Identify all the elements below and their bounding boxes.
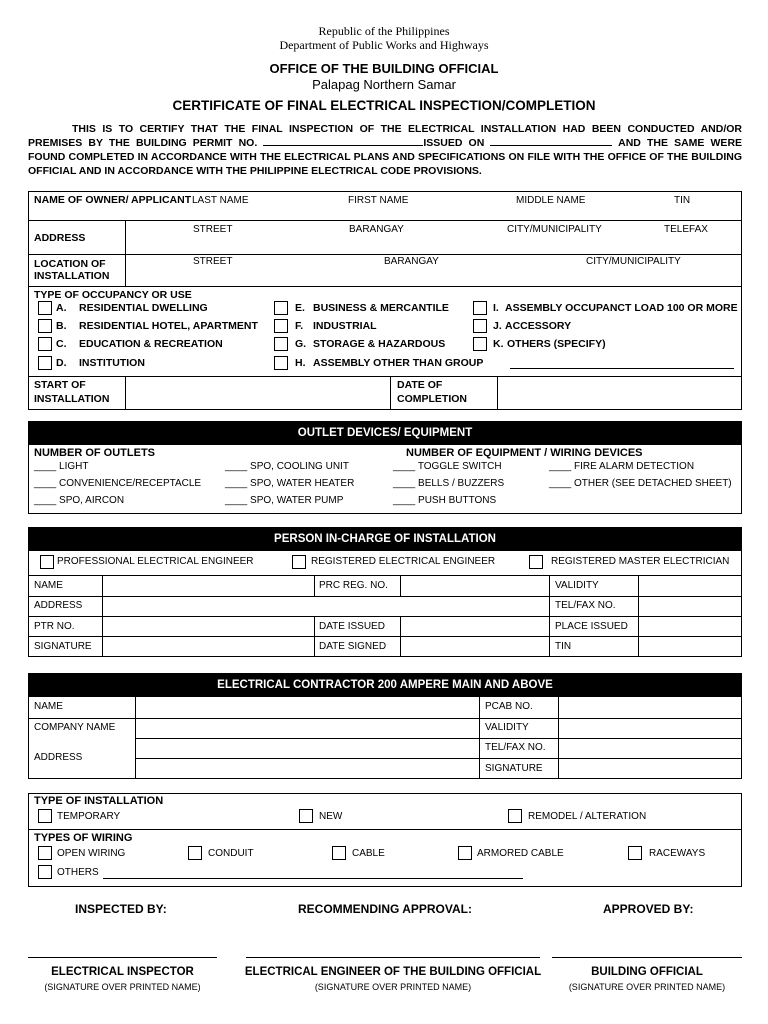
engineer-title: ELECTRICAL ENGINEER OF THE BUILDING OFFICIAL	[244, 966, 542, 978]
wiring-type-label: TYPES OF WIRING	[34, 832, 133, 844]
certification-paragraph	[28, 122, 742, 178]
outlet-fire-alarm: FIRE ALARM DETECTION	[574, 461, 695, 472]
start-installation-label: START OF INSTALLATION	[34, 379, 110, 405]
person-address-label: ADDRESS	[34, 600, 83, 611]
pcab-label: PCAB NO.	[485, 701, 533, 712]
occupancy-e-code: E.	[295, 302, 305, 314]
office-title: OFFICE OF THE BUILDING OFFICIAL	[269, 61, 499, 76]
person-signature-label: SIGNATURE	[34, 641, 92, 652]
cert-line-2c: AND THE SAME WERE	[618, 137, 743, 149]
contractor-validity-label: VALIDITY	[485, 722, 529, 733]
address-label: ADDRESS	[34, 232, 86, 244]
occupancy-f-checkbox[interactable]	[274, 319, 288, 333]
inspector-note: (SIGNATURE OVER PRINTED NAME)	[44, 982, 201, 992]
others-specify-line[interactable]	[510, 368, 734, 369]
others-wiring-label: OTHERS	[57, 867, 99, 878]
occupancy-i-code: I.	[493, 302, 499, 314]
outlet-light: LIGHT	[59, 461, 89, 472]
loc-street-label: STREET	[193, 256, 233, 267]
occupancy-a-checkbox[interactable]	[38, 301, 52, 315]
armored-cable-label: ARMORED CABLE	[477, 848, 564, 859]
last-name-label: LAST NAME	[192, 195, 249, 206]
contractor-address-label: ADDRESS	[34, 752, 83, 763]
department-line: Department of Public Works and Highways	[279, 38, 489, 52]
outlet-spo-cooling: SPO, COOLING UNIT	[250, 461, 349, 472]
outlet-item: ____ PUSH BUTTONS	[393, 495, 497, 506]
occupancy-c-code: C.	[56, 338, 67, 350]
occupancy-b-checkbox[interactable]	[38, 319, 52, 333]
installation-type-label: TYPE OF INSTALLATION	[34, 795, 164, 807]
occupancy-c-checkbox[interactable]	[38, 337, 52, 351]
cert-line-4: OFFICIAL AND IN ACCORDANCE WITH THE PHILIPPINE ELECTRICAL CODE PROVISIONS.	[28, 165, 482, 177]
occupancy-d-checkbox[interactable]	[38, 356, 52, 370]
telefax-label: TELEFAX	[664, 224, 708, 235]
occupancy-h-text: ASSEMBLY OTHER THAN GROUP	[313, 357, 484, 369]
occupancy-label: TYPE OF OCCUPANCY OR USE	[34, 289, 192, 301]
remodel-checkbox[interactable]	[508, 809, 522, 823]
official-title: BUILDING OFFICIAL	[591, 966, 703, 978]
permit-no-blank[interactable]	[263, 136, 423, 146]
outlet-item: ____ FIRE ALARM DETECTION	[549, 461, 695, 472]
outlet-item: ____ SPO, WATER PUMP	[225, 495, 344, 506]
master-electrician-checkbox[interactable]	[529, 555, 543, 569]
occupancy-h-checkbox[interactable]	[274, 356, 288, 370]
occupancy-k-code: K.	[493, 338, 504, 350]
loc-barangay-label: BARANGAY	[384, 256, 439, 267]
cert-line-1: THIS IS TO CERTIFY THAT THE FINAL INSPECTION OF THE ELECTRICAL INSTALLATION HAD BEEN CONDUCTED AND/OR	[72, 123, 742, 135]
installation-section	[28, 793, 742, 887]
remodel-label: REMODEL / ALTERATION	[528, 811, 647, 822]
occupancy-h-code: H.	[295, 357, 306, 369]
person-validity-label: VALIDITY	[555, 580, 599, 591]
occupancy-i-checkbox[interactable]	[473, 301, 487, 315]
master-electrician-label: REGISTERED MASTER ELECTRICIAN	[551, 556, 730, 567]
barangay-label: BARANGAY	[349, 224, 404, 235]
occupancy-b-text: RESIDENTIAL HOTEL, APARTMENT	[79, 320, 258, 332]
cert-line-2a: PREMISES BY THE BUILDING PERMIT NO.	[28, 137, 258, 149]
occupancy-b-code: B.	[56, 320, 67, 332]
professional-ee-label: PROFESSIONAL ELECTRICAL ENGINEER	[57, 556, 254, 567]
outlet-item: ____ OTHER (SEE DETACHED SHEET)	[549, 478, 732, 489]
contractor-signature-label: SIGNATURE	[485, 763, 543, 774]
others-wiring-line[interactable]	[103, 878, 523, 879]
outlet-push-buttons: PUSH BUTTONS	[418, 495, 497, 506]
outlet-item: ____ SPO, WATER HEATER	[225, 478, 355, 489]
prc-label: PRC REG. NO.	[319, 580, 388, 591]
outlet-item: ____ LIGHT	[34, 461, 89, 472]
certificate-title: CERTIFICATE OF FINAL ELECTRICAL INSPECTION/COMPLETION	[172, 98, 596, 113]
armored-cable-checkbox[interactable]	[458, 846, 472, 860]
occupancy-e-checkbox[interactable]	[274, 301, 288, 315]
person-tin-label: TIN	[555, 641, 572, 652]
office-location: Palapag Northern Samar	[312, 77, 456, 92]
inspector-signature-line[interactable]	[28, 957, 217, 958]
official-note: (SIGNATURE OVER PRINTED NAME)	[568, 982, 726, 992]
outlet-item: ____ SPO, COOLING UNIT	[225, 461, 349, 472]
location-label: LOCATION OF INSTALLATION	[34, 258, 110, 282]
outlet-bar: OUTLET DEVICES/ EQUIPMENT	[28, 421, 742, 445]
cert-line-2	[28, 136, 742, 150]
date-issued-label: DATE ISSUED	[319, 621, 385, 632]
professional-ee-checkbox[interactable]	[40, 555, 54, 569]
cable-label: CABLE	[352, 848, 385, 859]
occupancy-e-text: BUSINESS & MERCANTILE	[313, 302, 449, 314]
contractor-telfax-label: TEL/FAX NO.	[485, 742, 546, 753]
recommending-label: RECOMMENDING APPROVAL:	[298, 902, 472, 916]
outlet-other: OTHER (SEE DETACHED SHEET)	[574, 478, 732, 489]
outlet-spo-aircon: SPO, AIRCON	[59, 495, 125, 506]
occupancy-a-text: RESIDENTIAL DWELLING	[79, 302, 208, 314]
outlet-item: ____ BELLS / BUZZERS	[393, 478, 505, 489]
company-name-label: COMPANY NAME	[34, 722, 116, 733]
engineer-signature-line[interactable]	[246, 957, 540, 958]
cert-line-2b: ISSUED ON	[423, 137, 485, 149]
person-telfax-label: TEL/FAX NO.	[555, 600, 616, 611]
new-label: NEW	[319, 811, 343, 822]
inspected-by-label: INSPECTED BY:	[75, 902, 167, 916]
person-name-label: NAME	[34, 580, 63, 591]
outlet-item: ____ TOGGLE SWITCH	[393, 461, 502, 472]
open-wiring-label: OPEN WIRING	[57, 848, 126, 859]
raceways-checkbox[interactable]	[628, 846, 642, 860]
first-name-label: FIRST NAME	[348, 195, 409, 206]
cert-line-3: FOUND COMPLETED IN ACCORDANCE WITH THE ELECTRICAL PLANS AND SPECIFICATIONS ON FILE WITH THE OFFICE OF THE BUILDING	[28, 151, 742, 163]
date-signed-label: DATE SIGNED	[319, 641, 387, 652]
registered-ee-checkbox[interactable]	[292, 555, 306, 569]
contractor-name-label: NAME	[34, 701, 63, 712]
occupancy-g-text: STORAGE & HAZARDOUS	[313, 338, 446, 350]
occupancy-f-text: INDUSTRIAL	[313, 320, 377, 332]
occupancy-a-code: A.	[56, 302, 67, 314]
temporary-checkbox[interactable]	[38, 809, 52, 823]
occupancy-d-code: D.	[56, 357, 67, 369]
inspector-title: ELECTRICAL INSPECTOR	[51, 966, 194, 978]
occupancy-d-text: INSTITUTION	[79, 357, 145, 369]
contractor-bar: ELECTRICAL CONTRACTOR 200 AMPERE MAIN AND ABOVE	[28, 673, 742, 697]
outlet-spo-heater: SPO, WATER HEATER	[250, 478, 355, 489]
conduit-checkbox[interactable]	[188, 846, 202, 860]
middle-name-label: MIDDLE NAME	[516, 195, 586, 206]
open-wiring-checkbox[interactable]	[38, 846, 52, 860]
occupancy-k-checkbox[interactable]	[473, 337, 487, 351]
outlet-convenience: CONVENIENCE/RECEPTACLE	[59, 478, 202, 489]
raceways-label: RACEWAYS	[649, 848, 706, 859]
street-label: STREET	[193, 224, 233, 235]
occupancy-i-text: ASSEMBLY OCCUPANCT LOAD 100 OR MORE	[505, 302, 738, 314]
registered-ee-label: REGISTERED ELECTRICAL ENGINEER	[311, 556, 496, 567]
occupancy-g-code: G.	[295, 338, 307, 350]
conduit-label: CONDUIT	[208, 848, 254, 859]
new-checkbox[interactable]	[299, 809, 313, 823]
place-issued-label: PLACE ISSUED	[555, 621, 628, 632]
loc-city-label: CITY/MUNICIPALITY	[586, 256, 681, 267]
outlet-item: ____ CONVENIENCE/RECEPTACLE	[34, 478, 202, 489]
occupancy-c-text: EDUCATION & RECREATION	[79, 338, 223, 350]
occupancy-k-text: OTHERS (SPECIFY)	[507, 338, 606, 350]
equipment-count-label: NUMBER OF EQUIPMENT / WIRING DEVICES	[406, 447, 643, 459]
owner-name-label: NAME OF OWNER/ APPLICANT	[34, 194, 192, 206]
issued-on-blank[interactable]	[490, 136, 612, 146]
cable-checkbox[interactable]	[332, 846, 346, 860]
person-bar: PERSON IN-CHARGE OF INSTALLATION	[28, 527, 742, 551]
date-completion-label: DATE OF COMPLETION	[397, 379, 467, 405]
republic-line: Republic of the Philippines	[318, 24, 450, 38]
outlets-count-label: NUMBER OF OUTLETS	[34, 447, 155, 459]
outlet-toggle-switch: TOGGLE SWITCH	[417, 461, 502, 472]
occupancy-j-checkbox[interactable]	[473, 319, 487, 333]
official-signature-line[interactable]	[552, 957, 742, 958]
tin-label: TIN	[674, 195, 691, 206]
occupancy-j-text: ACCESSORY	[505, 320, 572, 332]
city-label: CITY/MUNICIPALITY	[507, 224, 602, 235]
occupancy-f-code: F.	[295, 320, 304, 332]
others-wiring-checkbox[interactable]	[38, 865, 52, 879]
occupancy-g-checkbox[interactable]	[274, 337, 288, 351]
temporary-label: TEMPORARY	[57, 811, 121, 822]
ptr-label: PTR NO.	[34, 621, 75, 632]
outlet-bells: BELLS / BUZZERS	[418, 478, 505, 489]
occupancy-j-code: J.	[493, 320, 502, 332]
approved-by-label: APPROVED BY:	[603, 902, 694, 916]
outlet-spo-pump: SPO, WATER PUMP	[250, 495, 344, 506]
outlet-item: ____ SPO, AIRCON	[34, 495, 125, 506]
engineer-note: (SIGNATURE OVER PRINTED NAME)	[314, 982, 472, 992]
